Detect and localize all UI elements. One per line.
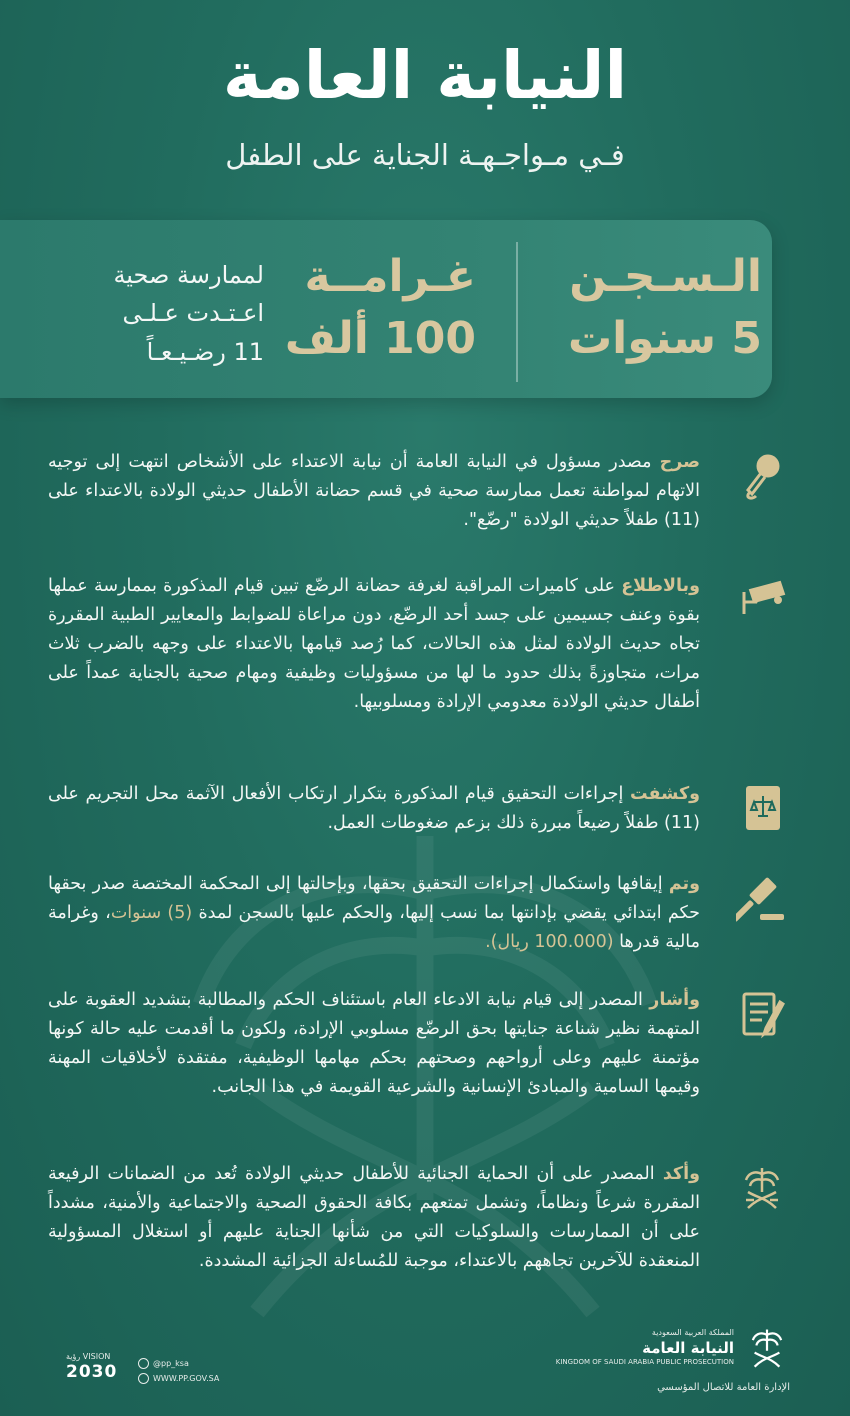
prison-label: الـسـجـن bbox=[569, 251, 762, 302]
gavel-icon bbox=[736, 872, 788, 924]
law-book-icon bbox=[736, 782, 788, 834]
paragraph-text bbox=[48, 448, 700, 535]
penalty-stats-panel bbox=[0, 220, 772, 398]
paragraph-lead: وكشفت bbox=[630, 784, 700, 804]
paragraph-text bbox=[48, 986, 700, 1102]
fine-label: غـرامــة bbox=[304, 251, 476, 302]
globe-icon bbox=[138, 1373, 149, 1384]
page-title: النيابة العامة bbox=[222, 37, 628, 114]
saudi-emblem-icon bbox=[736, 1162, 788, 1214]
prison-stat bbox=[522, 246, 762, 369]
victims-line-2: اعـتـدت عـلـى bbox=[122, 299, 264, 328]
vision-label: VISION رؤية bbox=[66, 1352, 111, 1361]
paragraph-lead: وتم bbox=[668, 874, 700, 894]
victims-line-1: لممارسة صحية bbox=[113, 261, 264, 289]
kingdom-label: المملكة العربية السعودية bbox=[651, 1328, 734, 1337]
victims-stat bbox=[64, 256, 264, 371]
page-subtitle: فـي مـواجـهـة الجناية على الطفل bbox=[225, 138, 625, 172]
fine-amount: (100.000 ريال). bbox=[485, 932, 614, 952]
paragraph-body: إجراءات التحقيق قيام المذكورة بتكرار ارتكاب الأفعال الآثمة محل التجريم على (11) طفلاً رضيعاً مبررة ذلك بزعم ضغوطات العمل. bbox=[48, 784, 700, 833]
security-camera-icon bbox=[736, 574, 788, 626]
paragraph-text bbox=[48, 572, 700, 717]
twitter-link[interactable] bbox=[138, 1356, 219, 1371]
website-link[interactable] bbox=[138, 1371, 219, 1386]
paragraph-lead: صرح bbox=[659, 452, 700, 472]
paragraph-body: مصدر مسؤول في النيابة العامة أن نيابة الاعتداء على الأشخاص انتهت إلى توجيه الاتهام لمواطنة تعمل ممارسة صحية في قسم حضانة الأطفال حديثي الولادة بالاعتداء على (11) طفلاً حديثي الولادة "رضّع". bbox=[48, 452, 700, 530]
department-name: الإدارة العامة للاتصال المؤسسي bbox=[657, 1382, 790, 1393]
document-pen-icon bbox=[736, 988, 788, 1040]
footer-left bbox=[66, 1352, 266, 1392]
fine-stat bbox=[256, 246, 476, 369]
vision-2030-logo: 2030 bbox=[66, 1362, 118, 1382]
paragraph-body: المصدر إلى قيام نيابة الادعاء العام باستئناف الحكم والمطالبة بتشديد العقوبة على المتهمة نظير شناعة جنايتها بحق الرضّع مسلوبي الإرادة، ولكون ما أقدمت عليه حالة كونها مؤتمنة عليهم وعلى أرواحهم وصحتهم بحكم مهامها الوظيفية، مفتقدة لأخلاقيات المهنة وقيمها السامية والمبادئ الإنسانية والشرعية القويمة في هذا الجانب. bbox=[48, 990, 700, 1097]
paragraph-lead: وأكد bbox=[662, 1164, 700, 1184]
paragraph-body: على كاميرات المراقبة لغرفة حضانة الرضّع تبين قيام المذكورة بممارسة عملها بقوة وعنف جسيمين على جسد أحد الرضّع، دون مراعاة للضوابط والمعايير الطبية المقررة تجاه حديث الولادة لمثل هذه الحالات، كما رُصد قيامها بالاعتداء على وجهه بالضرب ثلاث مرات، متجاوزةً بذلك حدود ما لها من مسؤوليات وظيفية ومهام صحية بالجناية عمداً على أطفال حديثي الولادة معدومي الإرادة ومسلوبيها. bbox=[48, 576, 700, 712]
social-links bbox=[138, 1356, 219, 1386]
twitter-icon bbox=[138, 1358, 149, 1369]
paragraph-text bbox=[48, 870, 700, 957]
org-name-block bbox=[556, 1328, 734, 1367]
website-url: WWW.PP.GOV.SA bbox=[153, 1374, 220, 1383]
paragraph-lead: وأشار bbox=[649, 990, 700, 1010]
microphone-icon bbox=[736, 450, 788, 502]
twitter-handle: @pp_ksa bbox=[153, 1359, 189, 1368]
paragraph-text bbox=[48, 780, 700, 838]
prison-value: 5 سنوات bbox=[567, 312, 762, 364]
paragraph-body: إيقافها واستكمال إجراءات التحقيق بحقها، وبإحالتها إلى المحكمة المختصة صدر بحقها حكم ابتدائي يقضي بإدانتها بما نسب إليها، والحكم عليها بالسجن لمدة bbox=[48, 874, 700, 923]
fine-value: 100 ألف bbox=[284, 312, 476, 364]
footer-right bbox=[555, 1326, 790, 1406]
org-name-en: KINGDOM OF SAUDI ARABIA PUBLIC PROSECUTION bbox=[555, 1358, 734, 1366]
stats-divider bbox=[516, 242, 518, 382]
org-name: النيابة العامة bbox=[642, 1339, 734, 1357]
paragraph-middle: ، وغرامة مالية قدرها bbox=[48, 903, 700, 952]
paragraph-body: المصدر على أن الحماية الجنائية للأطفال حديثي الولادة تُعد من الضمانات الرفيعة المقررة شرعاً ونظاماً، وتشمل تمتعهم بكافة الحقوق الصحية والاجتماعية والأمنية، مشدداً على أن الممارسات والسلوكيات التي من شأنها الجناية عليهم أو استغلال المسؤولية المنعقدة للآخرين تجاههم بالاعتداء، موجبة للمُساءلة الجزائية المشددة. bbox=[48, 1164, 700, 1271]
paragraph-lead: وبالاطلاع bbox=[621, 576, 700, 596]
public-prosecution-logo-icon bbox=[744, 1326, 790, 1372]
paragraph-text bbox=[48, 1160, 700, 1276]
victims-line-3: 11 رضـيـعـاً bbox=[146, 337, 264, 366]
sentence-duration: (5) سنوات bbox=[110, 903, 193, 923]
